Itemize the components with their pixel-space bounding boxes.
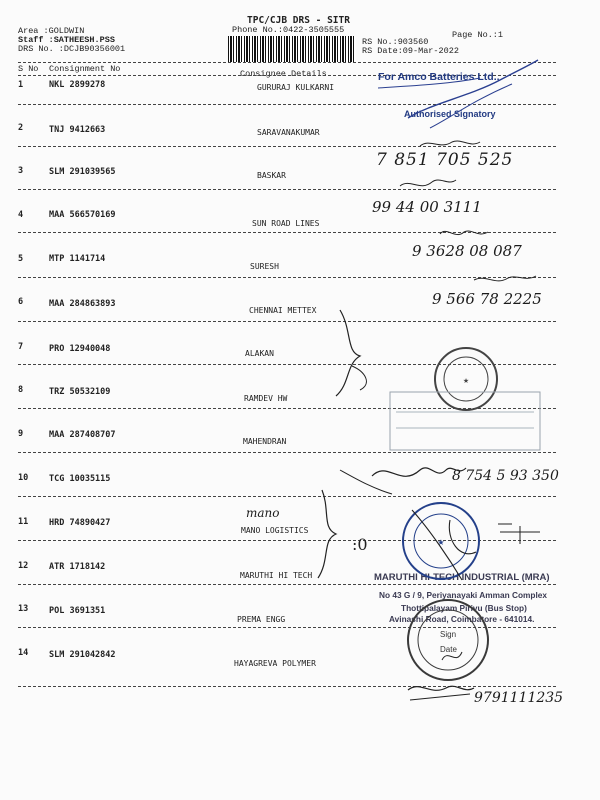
row-consignment: TNJ 9412663 — [49, 125, 106, 135]
area-label: Area :GOLDWIN — [18, 26, 85, 36]
row-sno: 10 — [18, 473, 29, 483]
row-consignment: HRD 74890427 — [49, 518, 111, 528]
row-sno: 2 — [18, 123, 24, 133]
row-consignment: MTP 1141714 — [49, 254, 106, 264]
row-consignment: SLM 291042842 — [49, 650, 116, 660]
row-sno: 3 — [18, 166, 24, 176]
page-title: TPC/CJB DRS - SITR — [247, 15, 350, 26]
row-consignee: MANO LOGISTICS — [241, 526, 309, 535]
row-consignment: TCG 10035115 — [49, 474, 111, 484]
row-consignee: ALAKAN — [245, 349, 274, 358]
maruthi-stamp-line1: MARUTHI HI-TECH INDUSTRIAL (MRA) — [374, 572, 550, 583]
row-sno: 13 — [18, 604, 29, 614]
handwritten-phone: 9 566 78 2225 — [432, 290, 542, 308]
svg-text:★: ★ — [462, 377, 470, 385]
row-consignment: PRO 12940048 — [49, 344, 111, 354]
handwritten-phone: 99 44 00 3111 — [372, 198, 482, 216]
row-consignment: POL 3691351 — [49, 606, 106, 616]
handwritten-phone: 8 754 5 93 350 — [452, 468, 559, 484]
row-sno: 8 — [18, 385, 24, 395]
col-consignee-header: Consignee Details — [240, 69, 327, 79]
row-sno: 5 — [18, 254, 24, 264]
row-consignment: SLM 291039565 — [49, 167, 116, 177]
row-consignee: RAMDEV HW — [244, 394, 288, 403]
row-consignee: GURURAJ KULKARNI — [257, 83, 335, 92]
staff-label: Staff :SATHEESH.PSS — [18, 35, 115, 45]
page-number: Page No.:1 — [452, 30, 504, 40]
svg-text:★: ★ — [437, 538, 445, 547]
rs-date: RS Date:09-Mar-2022 — [362, 46, 459, 56]
row-sno: 14 — [18, 648, 29, 658]
handwritten-phone: 9791111235 — [474, 690, 564, 706]
row-consignee: CHENNAI METTEX — [249, 306, 317, 315]
maruthi-stamp-line2: No 43 G / 9, Periyanayaki Amman Complex — [379, 590, 548, 600]
row-consignment: MAA 284863893 — [49, 299, 116, 309]
col-consignment-header: Consignment No — [49, 64, 121, 74]
handwritten-note: mano — [246, 506, 280, 520]
row-consignee: BASKAR — [257, 171, 286, 180]
row-sno: 11 — [18, 517, 29, 527]
row-consignee: HAYAGREVA POLYMER — [234, 659, 316, 668]
col-sno-header: S No — [18, 64, 39, 74]
row-consignee: SUN ROAD LINES — [252, 219, 320, 228]
row-consignment: NKL 2899278 — [49, 80, 106, 90]
row-sno: 9 — [18, 429, 24, 439]
stamp-sign-label: Sign — [440, 630, 457, 639]
row-consignment: MAA 287408707 — [49, 430, 116, 440]
drs-number: DRS No. :DCJB90356001 — [18, 44, 126, 54]
row-consignment: ATR 1718142 — [49, 562, 106, 572]
row-sno: 6 — [18, 297, 24, 307]
row-sno: 4 — [18, 210, 24, 220]
row-consignment: MAA 566570169 — [49, 210, 116, 220]
row-consignee: MAHENDRAN — [243, 437, 287, 446]
maruthi-stamp-line3: Thottipalayam Pirivu (Bus Stop) — [401, 603, 527, 613]
row-sno: 1 — [18, 80, 24, 90]
row-consignment: TRZ 50532109 — [49, 387, 111, 397]
row-consignee: SARAVANAKUMAR — [257, 128, 320, 137]
row-consignee: SURESH — [250, 262, 279, 271]
amco-stamp-authorised: Authorised Signatory — [404, 109, 496, 119]
row-sno: 7 — [18, 342, 24, 352]
amco-stamp-name: For Amco Batteries Ltd., — [378, 71, 500, 83]
row-sno: 12 — [18, 561, 29, 571]
row-consignee: MARUTHI HI TECH — [240, 571, 313, 580]
rs-number: RS No.:903560 — [362, 37, 429, 47]
row-consignee: PREMA ENGG — [237, 615, 286, 624]
handwritten-phone: 7 851 705 525 — [376, 150, 514, 170]
stamp-date-label: Date — [440, 645, 457, 654]
svg-text::0: :0 — [352, 535, 368, 554]
handwritten-phone: 9 3628 08 087 — [412, 242, 522, 260]
phone-number: Phone No.:0422-3505555 — [232, 25, 345, 35]
maruthi-stamp-line4: Avinashi Road, Coimbatore - 641014. — [389, 614, 535, 624]
